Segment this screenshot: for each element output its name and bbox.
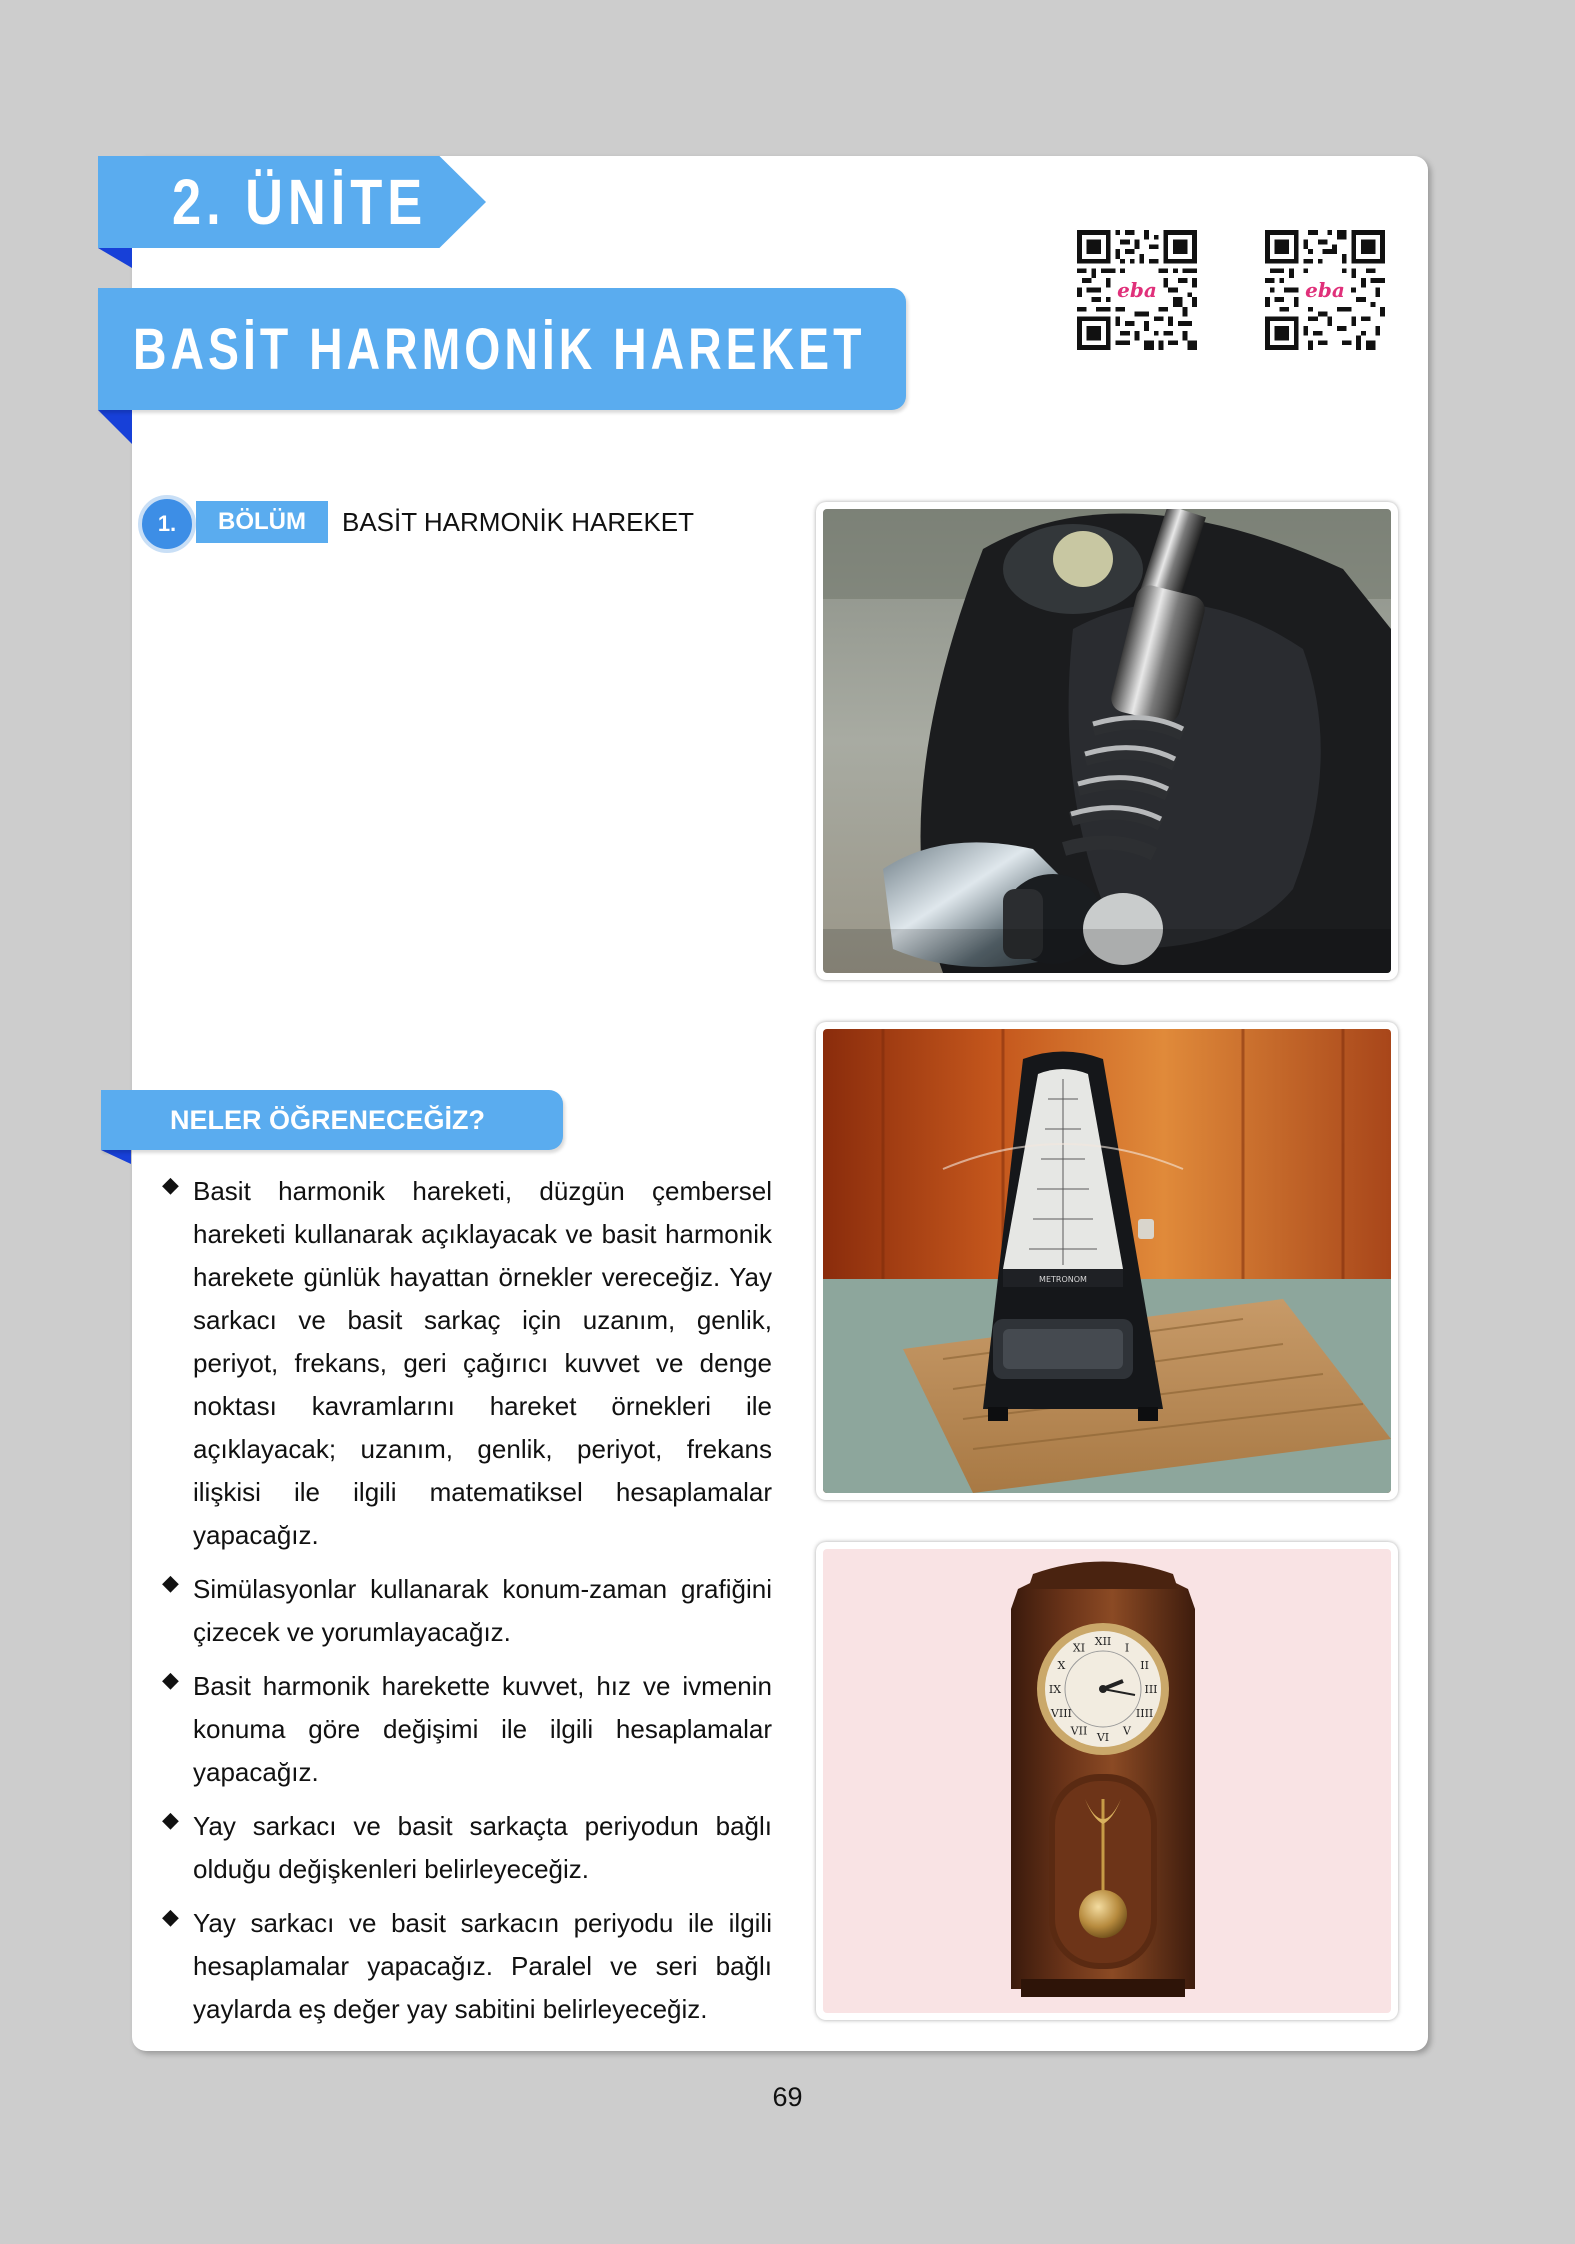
list-item bbox=[160, 1568, 772, 1654]
objective-text: Yay sarkacı ve basit sarkacın periyodu ile ilgili hesaplamalar yapacağız. Paralel ve seri bağlı yaylarda eş değer yay sabitini belirleyeceğiz. bbox=[193, 1908, 772, 2024]
objective-text: Basit harmonik hareketi, düzgün çembersel hareketi kullanarak açıklayacak ve basit harmonik harekete günlük hayattan örnekler vereceğiz. Yay sarkacı ve basit sarkaç için uzanım, genlik, periyot, frekans, geri çağırıcı kuvvet ve denge noktası kavramlarını hareket örnekleri ile açıklayacak; uzanım, genlik, periyot, frekans ilişkisi ile ilgili matematiksel hesaplamalar yapacağız. bbox=[193, 1176, 772, 1550]
motorcycle-shock-absorber-image bbox=[823, 509, 1391, 973]
chapter-banner-fold bbox=[98, 410, 132, 444]
unit-title: 2. ÜNİTE bbox=[172, 166, 428, 238]
pendulum-wall-clock-image bbox=[823, 1549, 1391, 2013]
eba-badge: eba bbox=[1299, 278, 1351, 302]
clock-numeral: VII bbox=[1070, 1724, 1088, 1738]
objective-text: Yay sarkacı ve basit sarkaçta periyodun bağlı olduğu değişkenleri belirleyeceğiz. bbox=[193, 1811, 772, 1884]
clock-numeral: I bbox=[1124, 1641, 1130, 1655]
diamond-bullet-icon: ◆ bbox=[162, 1904, 179, 1929]
learning-objectives-list bbox=[160, 1170, 772, 2042]
metronome-image bbox=[823, 1029, 1391, 1493]
clock-numeral: VIII bbox=[1050, 1707, 1072, 1720]
clock-numeral: II bbox=[1140, 1659, 1149, 1672]
objective-text: Basit harmonik harekette kuvvet, hız ve ivmenin konuma göre değişimi ile ilgili hesaplamalar yapacağız. bbox=[193, 1671, 772, 1787]
eba-badge: eba bbox=[1111, 278, 1163, 302]
section-label: BÖLÜM bbox=[196, 501, 328, 543]
list-item bbox=[160, 1665, 772, 1794]
clock-numeral: VI bbox=[1096, 1731, 1110, 1744]
qr-code-2[interactable] bbox=[1265, 230, 1385, 350]
diamond-bullet-icon: ◆ bbox=[162, 1807, 179, 1832]
diamond-bullet-icon: ◆ bbox=[162, 1570, 179, 1595]
section-title: BASİT HARMONİK HAREKET bbox=[342, 507, 695, 537]
photo-motorcycle-shock-absorber bbox=[816, 502, 1398, 980]
learning-heading: NELER ÖĞRENECEĞİZ? bbox=[170, 1105, 486, 1135]
chapter-title: BASİT HARMONİK HAREKET bbox=[133, 317, 866, 382]
clock-numeral: III bbox=[1144, 1683, 1158, 1696]
clock-numeral: XII bbox=[1094, 1635, 1112, 1648]
qr-code-1[interactable] bbox=[1077, 230, 1197, 350]
objective-text: Simülasyonlar kullanarak konum-zaman grafiğini çizecek ve yorumlayacağız. bbox=[193, 1574, 772, 1647]
diamond-bullet-icon: ◆ bbox=[162, 1667, 179, 1692]
list-item bbox=[160, 1170, 772, 1557]
section-number: 1. bbox=[138, 495, 196, 553]
list-item bbox=[160, 1805, 772, 1891]
diamond-bullet-icon: ◆ bbox=[162, 1172, 179, 1197]
clock-numeral: X bbox=[1057, 1659, 1066, 1672]
clock-numeral: IIII bbox=[1135, 1707, 1154, 1720]
list-item bbox=[160, 1902, 772, 2031]
unit-banner-fold bbox=[98, 248, 132, 268]
clock-numeral: V bbox=[1123, 1724, 1131, 1738]
learning-banner-fold bbox=[101, 1150, 131, 1164]
clock-numeral: IX bbox=[1048, 1683, 1062, 1696]
metronome-label: METRONOM bbox=[1039, 1275, 1087, 1284]
photo-metronome bbox=[816, 1022, 1398, 1500]
page-number: 69 bbox=[772, 2082, 803, 2112]
clock-numeral: XI bbox=[1072, 1641, 1086, 1655]
photo-pendulum-wall-clock bbox=[816, 1542, 1398, 2020]
